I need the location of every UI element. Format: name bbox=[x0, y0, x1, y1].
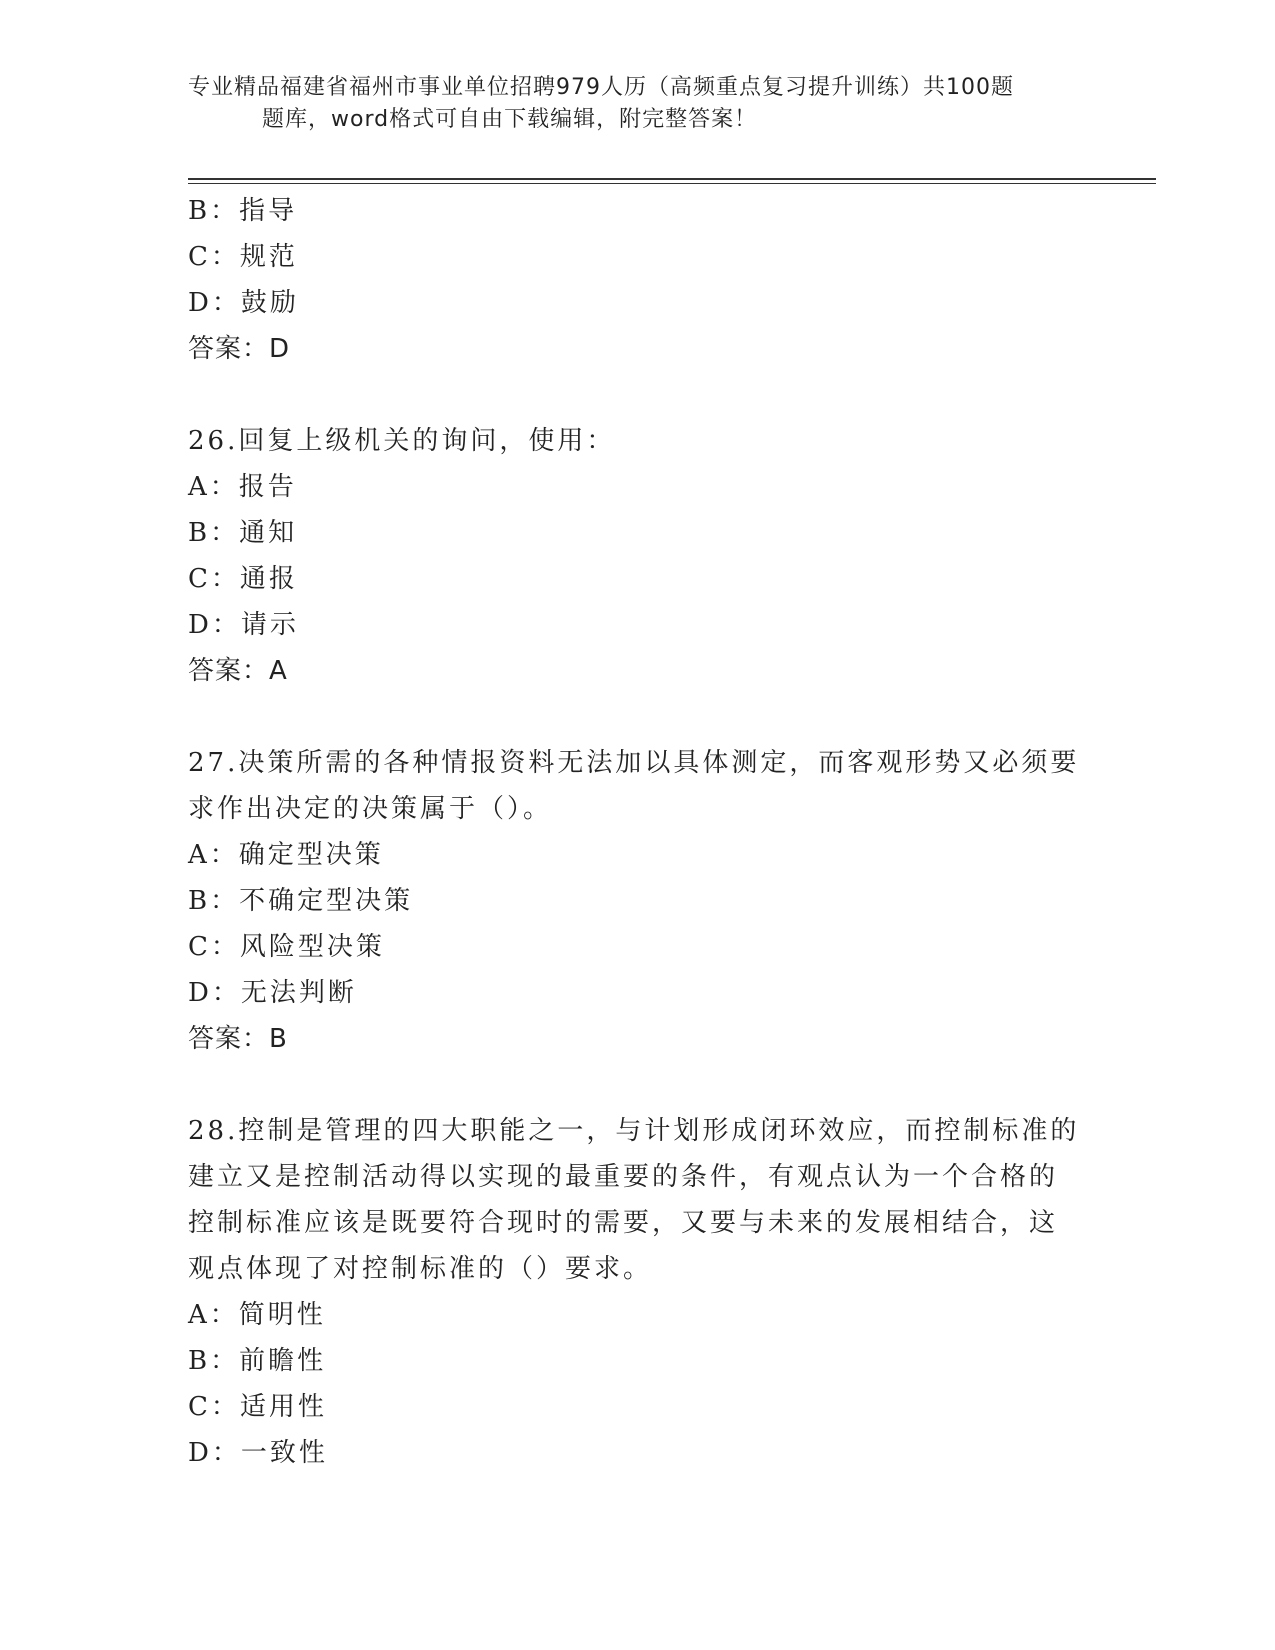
option-a: A：报告 bbox=[188, 472, 297, 502]
option-d: D：请示 bbox=[188, 610, 299, 640]
option-b: B：不确定型决策 bbox=[188, 886, 414, 916]
header-divider-thick bbox=[188, 178, 1156, 180]
question-list bbox=[188, 188, 1088, 1476]
question-block-27 bbox=[188, 740, 1088, 1062]
question-stem-line4: 观点体现了对控制标准的（）要求。 bbox=[188, 1254, 653, 1284]
question-stem-line2: 求作出决定的决策属于（）。 bbox=[188, 794, 553, 824]
option-b: B：前瞻性 bbox=[188, 1346, 327, 1376]
header-title-line1: 专业精品福建省福州市事业单位招聘979人历（高频重点复习提升训练）共100题 bbox=[188, 75, 1014, 100]
option-d: D：一致性 bbox=[188, 1438, 328, 1468]
question-stem-line3: 控制标准应该是既要符合现时的需要，又要与未来的发展相结合，这 bbox=[188, 1208, 1059, 1238]
option-a: A：简明性 bbox=[188, 1300, 326, 1330]
option-d: D：无法判断 bbox=[188, 978, 357, 1008]
question-stem-line1: 27.决策所需的各种情报资料无法加以具体测定，而客观形势又必须要 bbox=[188, 748, 1080, 778]
question-stem: 26.回复上级机关的询问，使用： bbox=[188, 426, 616, 456]
header-title-line2: 题库，word格式可自由下载编辑，附完整答案！ bbox=[262, 107, 758, 132]
option-d: D：鼓励 bbox=[188, 288, 299, 318]
option-c: C：风险型决策 bbox=[188, 932, 385, 962]
answer-line: 答案：A bbox=[188, 656, 288, 686]
question-stem-line2: 建立又是控制活动得以实现的最重要的条件，有观点认为一个合格的 bbox=[188, 1162, 1059, 1192]
option-b: B：指导 bbox=[188, 196, 298, 226]
question-block-28 bbox=[188, 1108, 1088, 1476]
header-divider-thin bbox=[188, 183, 1156, 184]
option-c: C：规范 bbox=[188, 242, 298, 272]
answer-line: 答案：D bbox=[188, 334, 291, 364]
document-header bbox=[188, 72, 1088, 136]
question-stem-line1: 28.控制是管理的四大职能之一，与计划形成闭环效应，而控制标准的 bbox=[188, 1116, 1080, 1146]
question-block-prev bbox=[188, 188, 1088, 372]
answer-line: 答案：B bbox=[188, 1024, 288, 1054]
question-block-26 bbox=[188, 418, 1088, 694]
option-c: C：通报 bbox=[188, 564, 298, 594]
option-c: C：适用性 bbox=[188, 1392, 327, 1422]
option-a: A：确定型决策 bbox=[188, 840, 384, 870]
option-b: B：通知 bbox=[188, 518, 298, 548]
